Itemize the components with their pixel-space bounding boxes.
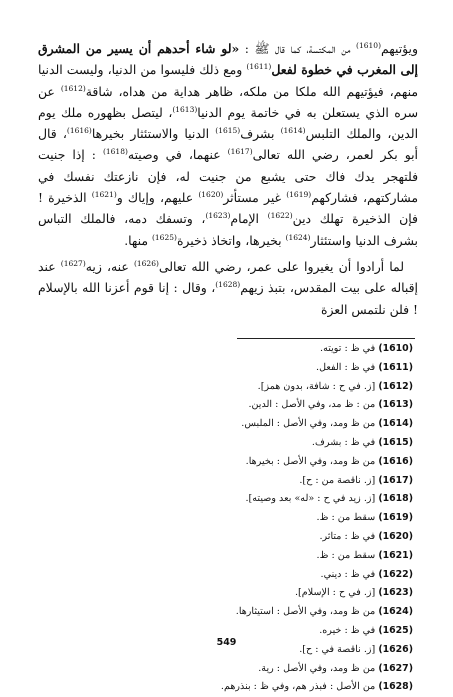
footnote xyxy=(53,490,413,509)
text-run: بشرف xyxy=(240,126,281,142)
footnote xyxy=(53,472,413,491)
footnote-ref: (1623) xyxy=(205,211,231,221)
footnote-text: سقط من : ظ. xyxy=(316,549,376,561)
text-run: الإمام xyxy=(230,211,268,227)
hadith-quote: «لو شاء أحدهم أن يسير من المشرق إلى المغرب في خطوة لفعل xyxy=(38,41,418,78)
footnote-text: من ظ ومد، وفي الأصل : بخيرها. xyxy=(245,455,376,467)
text-run: ، وقال : إنا قوم أعزنا الله بالإسلام ! فلن نلتمس العزة xyxy=(38,280,418,317)
text-run: من المكتسة، كما قال ﷺ : xyxy=(239,41,357,56)
text-run: عليهم، وإياك و xyxy=(116,190,199,206)
footnote-ref: (1615) xyxy=(215,126,241,136)
paragraph-1 xyxy=(38,38,418,251)
footnote-text: [ز. في ح : شافة، بدون همز]. xyxy=(257,380,376,392)
footnote-text: من ظ ومد، وفي الأصل : رية. xyxy=(258,662,376,674)
footnote-text: [ز. في ح : الإسلام]. xyxy=(295,587,376,599)
text-run: لما أرادوا أن يغيروا على عمر، رضي الله تعالى xyxy=(158,258,404,274)
footnote-ref: (1612) xyxy=(60,83,86,93)
footnote-text: [ز. ناقصة في : ح]. xyxy=(299,643,376,655)
footnote xyxy=(53,509,413,528)
footnote xyxy=(53,434,413,453)
footnote-number: (1610) xyxy=(378,343,413,354)
footnote xyxy=(53,547,413,566)
footnote-ref: (1619) xyxy=(286,189,312,199)
text-run: عن سره الذي يستعلن به في خاتمة يوم الدنيا xyxy=(38,83,418,120)
footnote-number: (1625) xyxy=(378,624,413,636)
footnote xyxy=(53,566,413,585)
footnote-number: (1615) xyxy=(378,436,413,448)
footnote xyxy=(53,340,413,359)
footnote-text: في ظ : متاثر. xyxy=(319,530,376,542)
footnote-separator xyxy=(237,338,415,339)
footnote-ref: (1621) xyxy=(91,189,117,199)
footnote-number: (1623) xyxy=(378,587,413,599)
footnote-ref: (1624) xyxy=(285,232,311,242)
footnote-text: سقط من : ظ. xyxy=(316,512,376,524)
footnote-text: من الأصل : فبذر هم، وفي ظ : بنذرهم. xyxy=(220,681,376,693)
footnote-text: من ظ ومد، وفي الأصل : الملبس. xyxy=(241,418,376,430)
footnote-ref: (1628) xyxy=(215,280,241,290)
footnote-number: (1621) xyxy=(378,549,413,561)
text-run: بخيرها، واتخاذ ذخيرة xyxy=(176,232,286,248)
footnote-number: (1618) xyxy=(378,493,413,505)
footnote-number: (1622) xyxy=(378,568,413,580)
text-run: ويؤتيهم xyxy=(381,41,418,56)
footnote-ref: (1618) xyxy=(102,147,128,157)
footnote-ref: (1622) xyxy=(267,211,293,221)
footnote-ref: (1620) xyxy=(198,189,224,199)
text-run: ، قال أبو بكر لعمر، رضي الله تعالى xyxy=(38,126,419,163)
footnote-text: من ظ ومد، وفي الأصل : استيثارها. xyxy=(235,606,376,618)
footnote xyxy=(53,378,413,397)
text-run: الدنيا والاستئثار بخيرها xyxy=(91,126,216,142)
footnote-text: [ز. زيد في ح : «له» بعد وصيته]. xyxy=(245,493,376,505)
footnote-ref: (1613) xyxy=(172,104,198,114)
text-run: الذخيرة ! فإن الذخيرة تهلك دين xyxy=(38,190,418,227)
footnote-number: (1627) xyxy=(378,662,413,674)
footnote-number: (1620) xyxy=(378,530,413,542)
footnote-text: [ز. ناقصة من : ح]. xyxy=(299,474,376,486)
footnote-text: من : ظ مد، وفي الأصل : الدين. xyxy=(248,399,376,411)
footnote-number: (1611) xyxy=(378,361,413,373)
footnote-text: في ظ : بشرف. xyxy=(311,436,376,448)
footnote-number: (1624) xyxy=(378,606,413,618)
footnote xyxy=(53,396,413,415)
footnote-number: (1613) xyxy=(378,399,413,411)
footnote-text: في ظ : الفعل. xyxy=(316,361,376,373)
text-run: ، وتسفك دمه، فالملك التباس بشرف الدنيا واستئثار xyxy=(38,211,418,248)
footnote-number: (1626) xyxy=(378,643,413,655)
footnote-ref: (1625) xyxy=(151,232,177,242)
text-run: ، ليتصل بظهوره ملك يوم الدين، والملك التلبس xyxy=(38,104,419,142)
footnote xyxy=(53,660,413,679)
footnote-ref: (1617) xyxy=(227,147,253,157)
footnote-number: (1617) xyxy=(378,474,413,486)
footnote xyxy=(53,584,413,603)
footnote xyxy=(53,359,413,378)
footnote-ref: (1610) xyxy=(356,40,382,50)
footnote xyxy=(53,678,413,697)
footnote-ref: (1626) xyxy=(133,258,159,268)
footnote-number: (1612) xyxy=(378,380,413,392)
footnote-ref: (1627) xyxy=(60,258,86,268)
footnote-ref: (1614) xyxy=(280,126,306,136)
footnote xyxy=(53,453,413,472)
footnote-number: (1619) xyxy=(378,512,413,524)
text-run: منها. xyxy=(124,232,152,248)
text-run: عند إقباله على بيت المقدس، بتبذ زيهم xyxy=(38,258,418,296)
footnote-number: (1628) xyxy=(378,681,413,693)
footnote-number: (1616) xyxy=(378,455,413,467)
paragraph-2 xyxy=(38,256,418,320)
footnote xyxy=(53,415,413,434)
text-run: ومع ذلك فليسوا من الدنيا، وليست الدنيا منهم، فيؤتيهم الله ملكا من ملكه، ظاهر هداية من هداه، شاقة xyxy=(38,62,419,99)
footnote xyxy=(53,528,413,547)
footnote-text: في ظ : خيره. xyxy=(319,624,376,636)
footnote xyxy=(53,603,413,622)
text-run: غير مستأثر xyxy=(223,190,287,206)
footnote-ref: (1611) xyxy=(246,62,272,72)
text-run: عنهما، في وصيته xyxy=(127,147,228,163)
footnote-number: (1614) xyxy=(378,418,413,430)
main-text xyxy=(38,38,418,320)
text-run: عنه، زيه xyxy=(85,258,134,274)
page-number: 549 xyxy=(216,637,237,648)
footnote-text: في ظ : ديني. xyxy=(320,568,376,580)
text-run: : إذا جنيت فلتهجر يدك فاك حتى يشبع من جنيت له، فإن نازعتك نفسك في مشاركتهم، فشاركهم xyxy=(38,147,419,206)
footnote-text: في ظ : تويته. xyxy=(320,343,376,354)
footnote-ref: (1616) xyxy=(66,126,92,136)
